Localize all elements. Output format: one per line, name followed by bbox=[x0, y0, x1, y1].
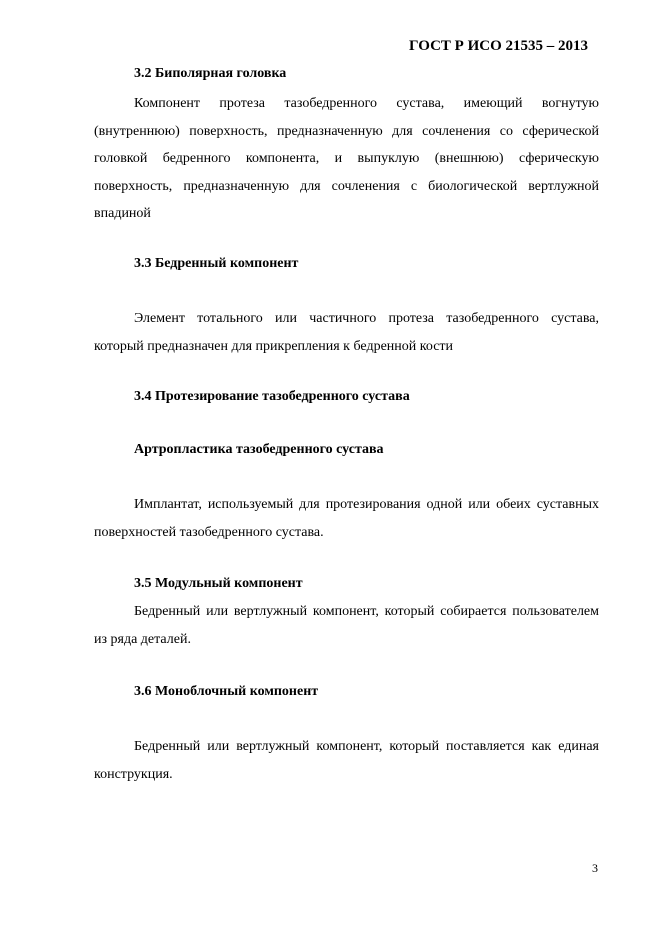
section-3-4-synonym: Артропластика тазобедренного сустава bbox=[134, 442, 384, 457]
page-number: 3 bbox=[592, 861, 598, 875]
section-3-4-text: Имплантат, используемый для протезирования одной или обеих суставных поверхностей тазобедренного сустава. bbox=[94, 497, 599, 540]
standard-id-header: ГОСТ Р ИСО 21535 – 2013 bbox=[409, 38, 588, 54]
section-3-3-heading: 3.3 Бедренный компонент bbox=[134, 256, 299, 271]
section-3-4-heading: 3.4 Протезирование тазобедренного сустава bbox=[134, 389, 410, 404]
section-3-2-heading: 3.2 Биполярная головка bbox=[134, 66, 287, 81]
section-3-6-text: Бедренный или вертлужный компонент, который поставляется как единая конструкция. bbox=[94, 739, 599, 782]
section-3-5-heading: 3.5 Модульный компонент bbox=[134, 576, 303, 591]
section-3-6-heading: 3.6 Моноблочный компонент bbox=[134, 684, 319, 699]
section-3-5-text: Бедренный или вертлужный компонент, который собирается пользователем из ряда деталей. bbox=[94, 604, 599, 647]
section-3-2-text: Компонент протеза тазобедренного сустава, имеющий вогнутую (внутреннюю) поверхность, предназначенную для сочленения со сферической головкой бедренного компонента, и выпуклую (внешнюю) сферическую поверхность, предназначенную для сочленения с биологической вертлужной впадиной bbox=[94, 96, 599, 221]
section-3-3-text: Элемент тотального или частичного протеза тазобедренного сустава, который предназначен для прикрепления к бедренной кости bbox=[94, 311, 599, 354]
